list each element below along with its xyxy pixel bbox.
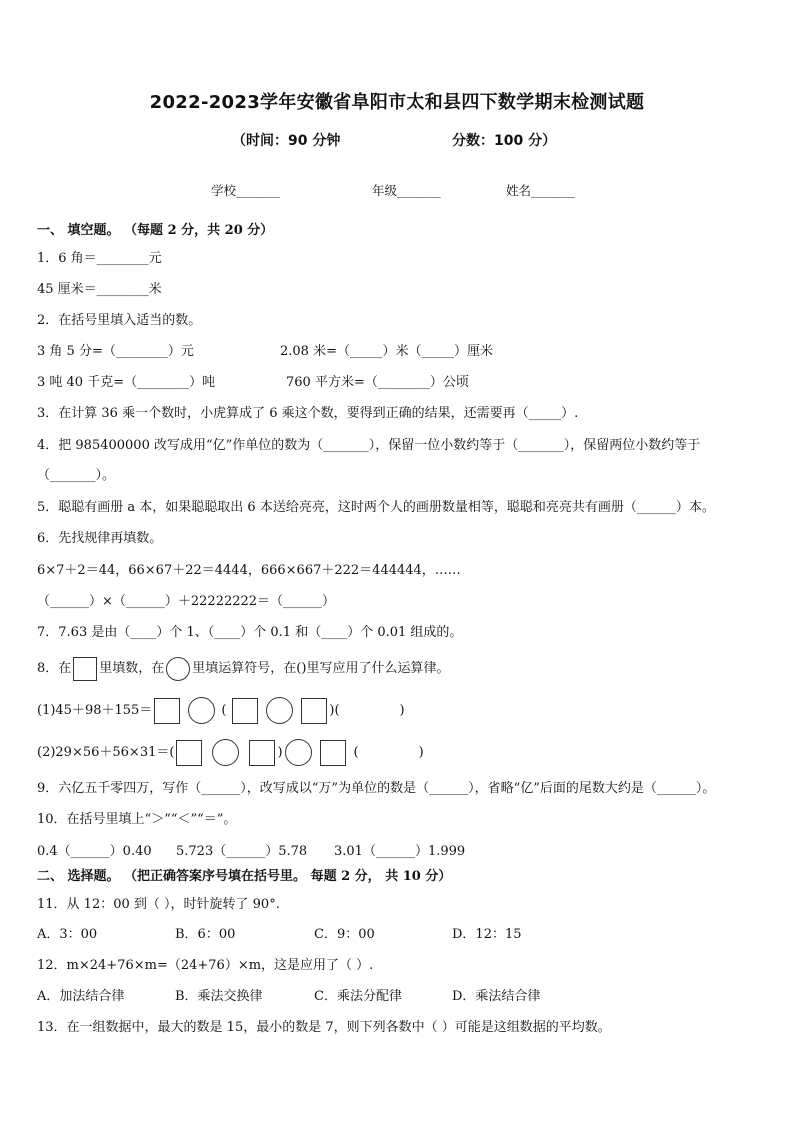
q11-option-b: B．6：00 <box>175 927 236 942</box>
grade-field: 年级_______ <box>372 183 441 198</box>
answer-box[interactable] <box>176 740 202 766</box>
open-paren: ( <box>221 703 227 718</box>
q8-line-1 <box>37 697 405 725</box>
q2-c: 3 吨 40 千克=（________）吨 <box>37 375 216 390</box>
q11-option-c: C．9：00 <box>314 927 375 942</box>
time-limit: （时间：90 分钟 <box>232 133 341 149</box>
q8-stem <box>37 656 449 682</box>
total-score: 分数：100 分） <box>452 133 557 149</box>
q8-paren-2: ( <box>353 745 359 760</box>
q11-stem: 11．从 12：00 到（ ），时针旋转了 90°. <box>37 897 280 912</box>
q6-a: 6×7＋2＝44，66×67＋22＝4444，666×667＋222＝444444，…… <box>37 563 461 578</box>
q12-option-c: C．乘法分配律 <box>314 989 402 1004</box>
q8-text-1: 8．在 <box>37 661 72 676</box>
q10-stem: 10．在括号里填上“＞”“＜”“＝”。 <box>37 812 237 827</box>
section-2-heading: 二、 选择题。 （把正确答案序号填在括号里。 每题 2 分， 共 10 分） <box>37 869 452 884</box>
q8-paren-1: )( <box>329 703 340 718</box>
q9: 9．六亿五千零四万，写作（______），改写成以“万”为单位的数是（______），省略“亿”后面的尾数大约是（______）。 <box>37 781 716 796</box>
q2-a: 3 角 5 分=（________）元 <box>37 344 194 359</box>
q8-line-2 <box>37 739 424 767</box>
q8-text-3: 里填运算符号，在( <box>192 661 302 676</box>
q2-b: 2.08 米=（_____）米（_____）厘米 <box>280 344 493 359</box>
answer-box[interactable] <box>154 698 180 724</box>
q12-option-b: B．乘法交换律 <box>175 989 263 1004</box>
q12-stem: 12．m×24+76×m=（24+76）×m，这是应用了（ ）. <box>37 958 374 973</box>
q4-b: （_______）。 <box>37 468 116 483</box>
q13: 13．在一组数据中，最大的数是 15，最小的数是 7，则下列各数中（ ）可能是这组数据的平均数。 <box>37 1020 611 1035</box>
close-paren: ) <box>418 745 424 760</box>
q4-a: 4．把 985400000 改写成用“亿”作单位的数为（_______），保留一位小数约等于（_______），保留两位小数约等于 <box>37 438 701 453</box>
q6-b: （______）×（______）＋22222222＝（______） <box>37 594 336 609</box>
q10-c: 3.01（______）1.999 <box>334 844 466 859</box>
exam-title: 2022-2023学年安徽省阜阳市太和县四下数学期末检测试题 <box>149 92 645 113</box>
section-1-heading: 一、 填空题。 （每题 2 分，共 20 分） <box>37 223 274 238</box>
q6-stem: 6．先找规律再填数。 <box>37 531 163 546</box>
q2-stem: 2．在括号里填入适当的数。 <box>37 313 202 328</box>
answer-circle[interactable] <box>212 739 239 766</box>
q12-option-d: D．乘法结合律 <box>452 989 541 1004</box>
name-field: 姓名_______ <box>506 183 575 198</box>
answer-box[interactable] <box>232 698 258 724</box>
school-field: 学校_______ <box>211 183 280 198</box>
close-paren: ) <box>399 703 405 718</box>
answer-box[interactable] <box>301 698 327 724</box>
answer-box[interactable] <box>249 740 275 766</box>
q8-expr-1: (1)45＋98＋155＝ <box>37 703 153 718</box>
answer-box[interactable] <box>320 740 346 766</box>
q11-option-a: A．3：00 <box>37 927 98 942</box>
q7: 7．7.63 是由（____）个 1、（____）个 0.1 和（____）个 0.01 组成的。 <box>37 625 463 640</box>
q8-expr-2: (2)29×56＋56×31＝( <box>37 745 175 760</box>
q5: 5．聪聪有画册 a 本，如果聪聪取出 6 本送给亮亮，这时两个人的画册数量相等，聪聪和亮亮共有画册（______）本。 <box>37 500 715 515</box>
close-paren: ) <box>277 745 283 760</box>
q1-a: 1．6 角＝________元 <box>37 251 162 266</box>
q10-b: 5.723（______）5.78 <box>176 844 308 859</box>
number-box <box>73 657 97 681</box>
q11-option-d: D．12：15 <box>452 927 522 942</box>
answer-circle[interactable] <box>285 739 312 766</box>
answer-circle[interactable] <box>188 697 215 724</box>
q12-option-a: A．加法结合律 <box>37 989 125 1004</box>
answer-circle[interactable] <box>266 697 293 724</box>
q3: 3．在计算 36 乘一个数时，小虎算成了 6 乘这个数，要得到正确的结果，还需要再（_____）. <box>37 406 579 421</box>
q8-text-2: 里填数，在 <box>99 661 165 676</box>
q10-a: 0.4（______）0.40 <box>37 844 152 859</box>
q2-d: 760 平方米=（________）公顷 <box>286 375 469 390</box>
operator-circle <box>166 657 190 681</box>
q1-b: 45 厘米＝________米 <box>37 282 162 297</box>
q8-text-4: )里写应用了什么运算律。 <box>301 661 450 676</box>
